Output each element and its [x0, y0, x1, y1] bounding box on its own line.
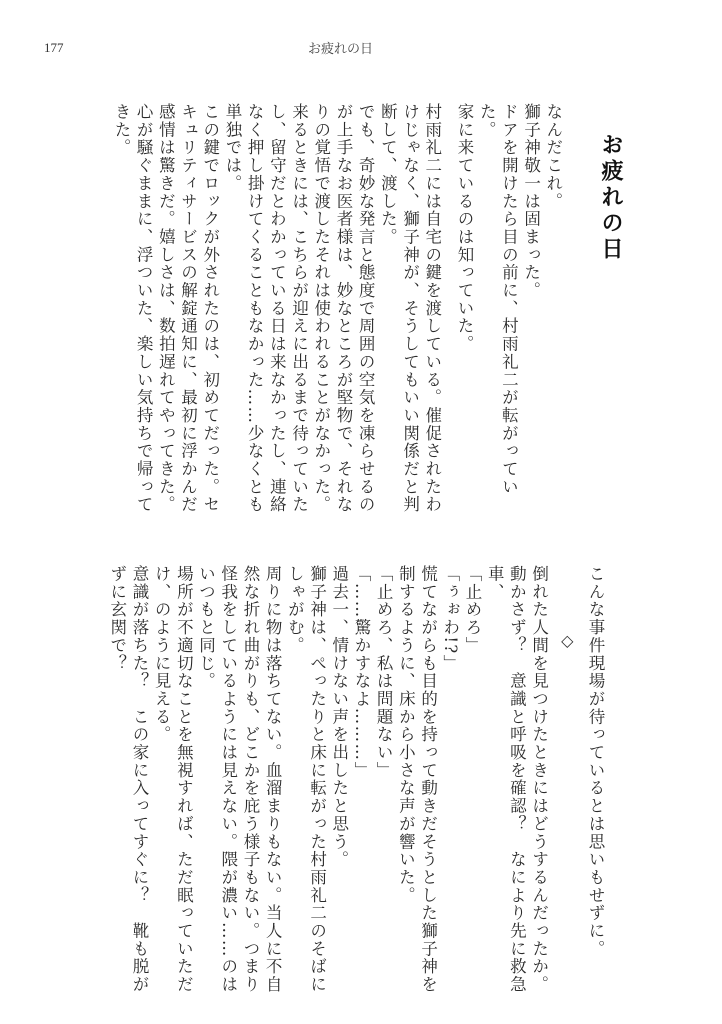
- paragraph: 場所が不適切なことを無視すれば、ただ眠っていただけ、のように見える。: [152, 565, 194, 994]
- paragraph: この鍵でロックが外されたのは、初めてだった。セキュリティサービスの解錠通知に、最初に浮かんだ感情は驚きだ。嬉しさは、数拍遅れてやってきた。心が騒ぐままに、浮ついた、楽しい気持ちで帰ってきた。: [111, 103, 220, 514]
- paragraph: 周りに物は落ちてない。血溜まりもない。当人に不自然な折れ曲がりも、どこかを庇う様子もない。つまり怪我をしているようには見えない。隈が濃い……のはいつもと同じ。: [196, 565, 283, 994]
- bottom-text-block: [66, 565, 606, 995]
- dialogue-line: 「……驚かすなよ………」: [351, 565, 371, 780]
- paragraph: 慌てながらも目的を持って動きだそうとした獅子神を制するように、床から小さな声が響いた。: [396, 565, 438, 994]
- paragraph: 獅子神は、ぺったりと床に転がった村雨礼二のそばにしゃがむ。: [285, 565, 327, 994]
- top-text-block: [82, 103, 622, 523]
- dialogue-line: 「ぅぉわ!?」: [440, 565, 460, 673]
- page-number: 177: [44, 40, 64, 55]
- paragraph: 倒れた人間を見つけたときにはどうするんだったか。動かさず？ 意識と呼吸を確認？ なにより先に救急車、: [485, 565, 549, 994]
- dialogue-line: 「止めろ、私は問題ない」: [374, 565, 394, 780]
- scene-break-diamond-icon: ◇: [557, 631, 577, 652]
- paragraph: 意識が落ちた？ この家に入ってすぐに？ 靴も脱がずに玄関で？: [107, 565, 149, 994]
- paragraph: 村雨礼二には自宅の鍵を渡している。催促されたわけじゃなく、獅子神が、そうしてもいい関係だと判断して、渡した。: [378, 103, 442, 514]
- paragraph: 獅子神敬一は固まった。: [521, 103, 541, 300]
- paragraph: こんな事件現場が待っているとは思いもせずに。: [586, 565, 605, 958]
- running-head-title: お疲れの日: [308, 42, 374, 57]
- paragraph: 家に来ているのは知っていた。: [454, 103, 474, 353]
- paragraph: ドアを開けたら目の前に、村雨礼二が転がっていた。: [477, 103, 519, 496]
- paragraph: なんだこれ。: [543, 103, 563, 211]
- paragraph: でも、奇妙な発言と態度で周囲の空気を凍らせるのが上手なお医者様は、妙なところが堅物で、それなりの覚悟で渡したそれは使われることがなかった。来るときには、こちらが迎えに出るまで待っていたし、留守だとわかっている日は来なかったし、連絡なく押し掛けてくることもなかった……少なくとも単独では。: [222, 103, 376, 514]
- dialogue-line: 「止めろ」: [462, 565, 482, 655]
- chapter-title: お疲れの日: [598, 133, 624, 263]
- paragraph: 過去一、情けない声を出したと思う。: [329, 565, 349, 869]
